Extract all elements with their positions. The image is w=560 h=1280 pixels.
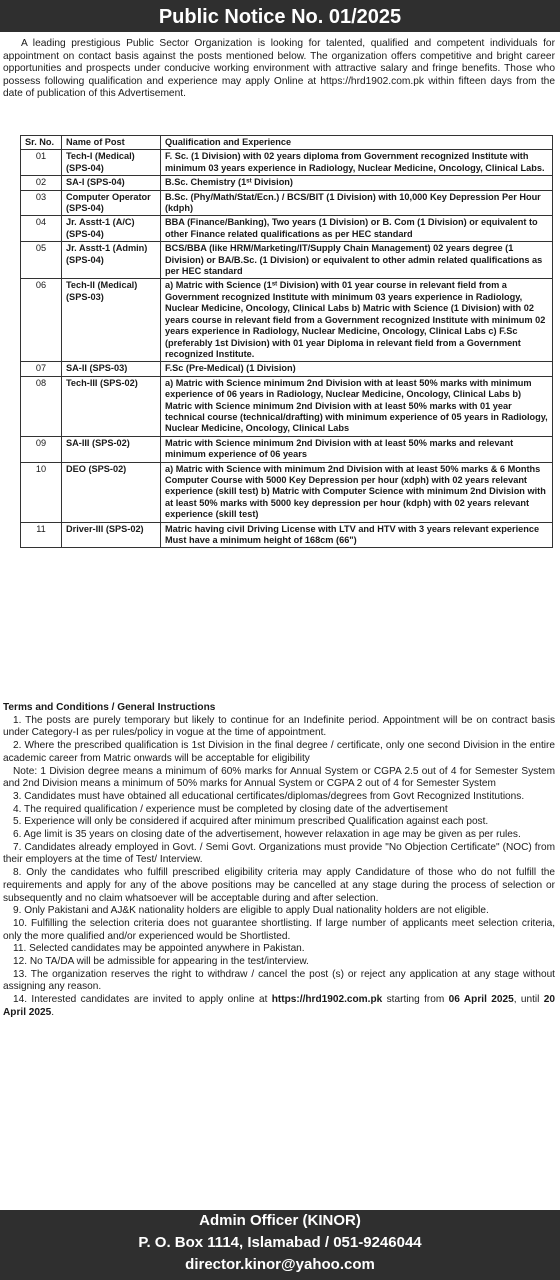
- row-sr: 09: [21, 436, 62, 462]
- terms-item: 2. Where the prescribed qualification is 1st Division in the final degree / certificate, only one second Division in the entire academic career from Matric onwards will be acceptable for eligibility: [3, 740, 555, 764]
- row-sr: 04: [21, 216, 62, 242]
- terms-item: 5. Experience will only be considered if acquired after minimum prescribed Qualification against each post.: [13, 816, 489, 828]
- row-sr: 07: [21, 362, 62, 376]
- row-post: Tech-III (SPS-02): [62, 376, 161, 436]
- terms-item: 11. Selected candidates may be appointed anywhere in Pakistan.: [13, 943, 305, 955]
- terms-heading: Terms and Conditions / General Instructions: [3, 702, 216, 713]
- table-row: [21, 279, 553, 362]
- intro-paragraph: [3, 38, 555, 101]
- end-date: 20 April 2025: [3, 994, 555, 1018]
- header-sr: Sr. No.: [21, 136, 62, 150]
- contact-title: Admin Officer (KINOR): [199, 1212, 361, 1229]
- row-sr: 01: [21, 150, 62, 176]
- terms-item: 6. Age limit is 35 years on closing date of the advertisement, however relaxation in age may be given as per rules.: [13, 829, 521, 841]
- row-post: Driver-III (SPS-02): [62, 522, 161, 548]
- table-header-row: [21, 136, 553, 150]
- row-qual: a) Matric with Science minimum 2nd Division with at least 50% marks with minimum experience of 06 years in Radiology, Nuclear Medicine, Oncology, Clinical Labs b) Matric with Science minimum 2nd Division with at least 50% marks with 01 year technical course (technical/drafting) with minimum experience of 05 years in Radiology, Nuclear Medicine, Oncology, Clinical Labs: [161, 376, 553, 436]
- row-sr: 05: [21, 242, 62, 279]
- table-row: [21, 242, 553, 279]
- table-row: [21, 462, 553, 522]
- terms-item-14: 14. Interested candidates are invited to apply online at https://hrd1902.com.pk starting from 06 April 2025, until 20 April 2025.: [3, 994, 555, 1018]
- row-sr: 06: [21, 279, 62, 362]
- terms-item: 9. Only Pakistani and AJ&K nationality holders are eligible to apply Dual nationality holders are not eligible.: [13, 905, 489, 917]
- table-row: [21, 150, 553, 176]
- page-title: Public Notice No. 01/2025: [0, 0, 560, 32]
- intro-text: A leading prestigious Public Sector Organization is looking for talented, qualified and competent individuals for appointment on contact basis against the posts mentioned below. The organization offers competitive and bright career opportunities and prospects under conducive working environment with attractive salary and fringe benefits. Those who possess following qualification and experience may apply Online at https://hrd1902.com.pk within fifteen days from the date of publication of this Advertisement.: [3, 38, 555, 100]
- row-qual: F. Sc. (1 Division) with 02 years diploma from Government recognized Institute with minimum 03 years experience in Radiology, Nuclear Medicine, Oncology, Clinical Labs.: [161, 150, 553, 176]
- terms-list: [3, 715, 555, 994]
- terms-item: 10. Fulfilling the selection criteria does not guarantee shortlisting. If large number of applicants meet selection criteria, only the more qualified and/or experienced would be Shortlisted.: [3, 917, 555, 942]
- posts-table: [20, 135, 553, 548]
- start-date: 06 April 2025: [448, 994, 514, 1006]
- row-qual: F.Sc (Pre-Medical) (1 Division): [161, 362, 553, 376]
- apply-url[interactable]: https://hrd1902.com.pk: [271, 994, 383, 1006]
- row-post: SA-I (SPS-04): [62, 176, 161, 190]
- row-post: Computer Operator (SPS-04): [62, 190, 161, 216]
- row-qual: BCS/BBA (like HRM/Marketing/IT/Supply Chain Management) 02 years degree (1 Division) or BA/B.Sc. (1 Division) or equivalent to other admin related qualifications as per HEC standard: [161, 242, 553, 279]
- terms-item: 7. Candidates already employed in Govt. / Semi Govt. Organizations must provide "No Objection Certificate" (NOC) from their employers at the time of Test/ Interview.: [3, 841, 555, 866]
- header-qual: Qualification and Experience: [161, 136, 553, 150]
- terms-item: 4. The required qualification / experience must be completed by closing date of the advertisement: [13, 803, 448, 815]
- row-post: SA-II (SPS-03): [62, 362, 161, 376]
- terms-item: 13. The organization reserves the right to withdraw / cancel the post (s) or reject any application at any stage without assigning any reason.: [3, 968, 555, 993]
- row-sr: 11: [21, 522, 62, 548]
- terms-section: [3, 702, 555, 1020]
- terms-item: 8. Only the candidates who fulfill prescribed eligibility criteria may apply Candidature of those who do not fulfill the requirements and apply for any of the above positions may be cancelled at any stage during the process of selection or subsequently and no claim whatsoever will be acceptable during and after selection.: [3, 867, 555, 904]
- row-qual: Matric having civil Driving License with LTV and HTV with 3 years relevant experience Must have a minimum height of 168cm (66"): [161, 522, 553, 548]
- table-row: [21, 436, 553, 462]
- row-qual: B.Sc. (Phy/Math/Stat/Ecn.) / BCS/BIT (1 Division) with 10,000 Key Depression Per Hour (kdph): [161, 190, 553, 216]
- header-post: Name of Post: [62, 136, 161, 150]
- row-sr: 02: [21, 176, 62, 190]
- terms-item: 3. Candidates must have obtained all educational certificates/diplomas/degrees from Govt Recognized Institutions.: [13, 790, 525, 802]
- table-row: [21, 190, 553, 216]
- row-post: Jr. Asstt-1 (Admin) (SPS-04): [62, 242, 161, 279]
- contact-address: P. O. Box 1114, Islamabad / 051-9246044: [138, 1234, 422, 1251]
- terms-item: 1. The posts are purely temporary but likely to continue for an Indefinite period. Appointment will be on contract basis under Category-I as per rules/policy in vogue at the time of appointment.: [3, 714, 555, 739]
- table-row: [21, 216, 553, 242]
- table-row: [21, 176, 553, 190]
- row-qual: Matric with Science minimum 2nd Division with at least 50% marks and relevant minimum experience of 06 years: [161, 436, 553, 462]
- row-qual: BBA (Finance/Banking), Two years (1 Division) or B. Com (1 Division) or equivalent to other Finance related qualifications as per HEC standard: [161, 216, 553, 242]
- terms-item: 12. No TA/DA will be admissible for appearing in the test/interview.: [13, 956, 309, 968]
- table-row: [21, 376, 553, 436]
- contact-email[interactable]: director.kinor@yahoo.com: [185, 1256, 375, 1273]
- row-post: SA-III (SPS-02): [62, 436, 161, 462]
- row-post: DEO (SPS-02): [62, 462, 161, 522]
- table-row: [21, 522, 553, 548]
- terms-item: Note: 1 Division degree means a minimum of 60% marks for Annual System or CGPA 2.5 out of 4 for Semester System and 2nd Division means a minimum of 50% marks for Annual System or CGPA 2 out of 4 for Semester System: [3, 765, 555, 790]
- contact-footer: [0, 1210, 560, 1280]
- row-qual: B.Sc. Chemistry (1ˢᵗ Division): [161, 176, 553, 190]
- row-sr: 08: [21, 376, 62, 436]
- row-post: Tech-II (Medical) (SPS-03): [62, 279, 161, 362]
- row-post: Jr. Asstt-1 (A/C) (SPS-04): [62, 216, 161, 242]
- row-sr: 03: [21, 190, 62, 216]
- row-qual: a) Matric with Science with minimum 2nd Division with at least 50% marks & 6 Months Computer Course with 5000 Key Depression per hour (xdph) with 02 years relevant experience (skill test) b) Matric with Computer Science with minimum 2nd Division with at least 50% marks with 5000 key depression per hour (kdph) with 02 years relevant experience (skill test): [161, 462, 553, 522]
- row-sr: 10: [21, 462, 62, 522]
- row-qual: a) Matric with Science (1ˢᵗ Division) with 01 year course in relevant field from a Government recognized Institute with minimum 03 years experience in Radiology, Nuclear Medicine, Oncology, Clinical Labs b) Matric with Science (1 Division) with 02 years course in relevant field from a Government recognized Institute with minimum 02 years experience in Radiology, Nuclear Medicine, Oncology, Clinical Labs c) F.Sc (preferably 1st Division) with 01 year Diploma in relevant field from a Government recognized Institute.: [161, 279, 553, 362]
- table-row: [21, 362, 553, 376]
- row-post: Tech-I (Medical) (SPS-04): [62, 150, 161, 176]
